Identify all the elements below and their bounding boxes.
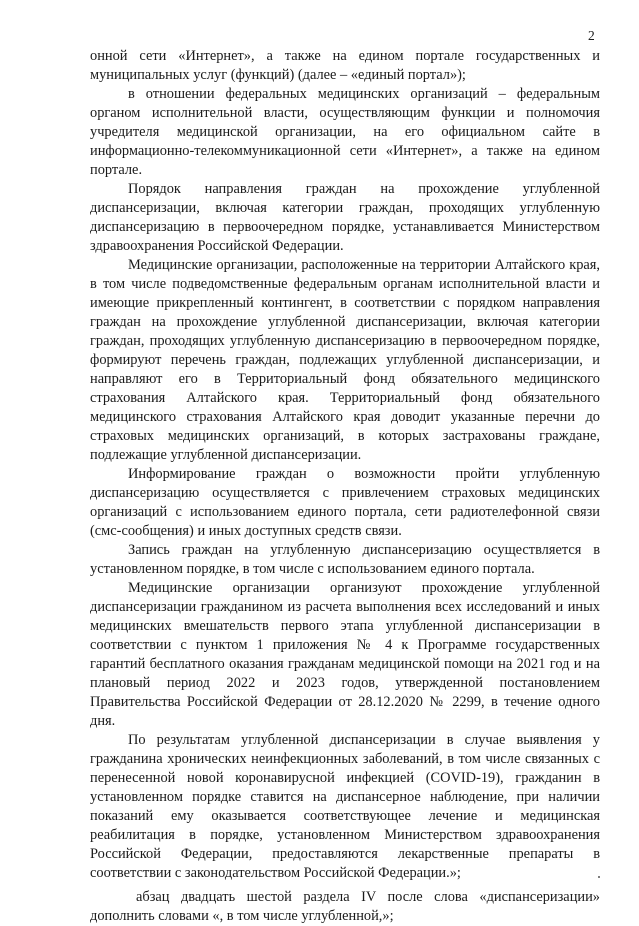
page-number: 2 [588, 28, 595, 43]
paragraph: Медицинские организации, расположенные на территории Алтайского края, в том числе подведомственные федеральным органам исполнительной власти и имеющие прикрепленный контингент, в соответствии с порядком направления граждан на прохождение углубленной диспансеризации, включая категории граждан, проходящих углубленную диспансеризацию в первоочередном порядке, формируют перечень граждан, подлежащих углубленной диспансеризации, и направляют его в Территориальный фонд обязательного медицинского страхования Алтайского края. Территориальный фонд обязательного медицинского страхования Алтайского края доводит указанные перечни до страховых медицинских организаций, в которых застрахованы граждане, подлежащие углубленной диспансеризации. [90, 257, 600, 463]
document-body [90, 47, 600, 926]
paragraph: в отношении федеральных медицинских организаций – федеральным органом исполнительной власти, осуществляющим функции и полномочия учредителя медицинской организации, на его официальном сайте в информационно-телекоммуникационной сети «Интернет», а также на едином портале. [90, 86, 600, 178]
paragraph: По результатам углубленной диспансеризации в случае выявления у гражданина хронических неинфекционных заболеваний, в том числе связанных с перенесенной новой коронавирусной инфекцией (COVID-19), гражданин в установленном порядке ставится на диспансерное наблюдение, при наличии показаний ему оказывается соответствующее лечение и медицинская реабилитация в порядке, установленном Министерством здравоохранения Российской Федерации, предоставляются лекарственные препараты в соответствии с законодательством Российской Федерации.»; [90, 732, 600, 881]
paragraph: Информирование граждан о возможности пройти углубленную диспансеризацию осуществляется с привлечением страховых медицинских организаций с использованием единого портала, сети радиотелефонной связи (смс-сообщения) и иных доступных средств связи. [90, 466, 600, 539]
paragraph: Запись граждан на углубленную диспансеризацию осуществляется в установленном порядке, в том числе с использованием единого портала. [90, 542, 600, 577]
paragraph: абзац двадцать шестой раздела IV после слова «диспансеризации» дополнить словами «, в том числе углубленной,»; [90, 889, 600, 924]
scan-speck [598, 876, 600, 878]
paragraph: Порядок направления граждан на прохождение углубленной диспансеризации, включая категории граждан, проходящих углубленную диспансеризацию в первоочередном порядке, устанавливается Министерством здравоохранения Российской Федерации. [90, 181, 600, 254]
paragraph: Медицинские организации организуют прохождение углубленной диспансеризации гражданином из расчета выполнения всех исследований и иных медицинских вмешательств первого этапа углубленной диспансеризации в соответствии с пунктом 1 приложения № 4 к Программе государственных гарантий бесплатного оказания гражданам медицинской помощи на 2021 год и на плановый период 2022 и 2023 годов, утвержденной постановлением Правительства Российской Федерации от 28.12.2020 № 2299, в течение одного дня. [90, 580, 600, 729]
paragraph: онной сети «Интернет», а также на едином портале государственных и муниципальных услуг (функций) (далее – «единый портал»); [90, 48, 600, 83]
